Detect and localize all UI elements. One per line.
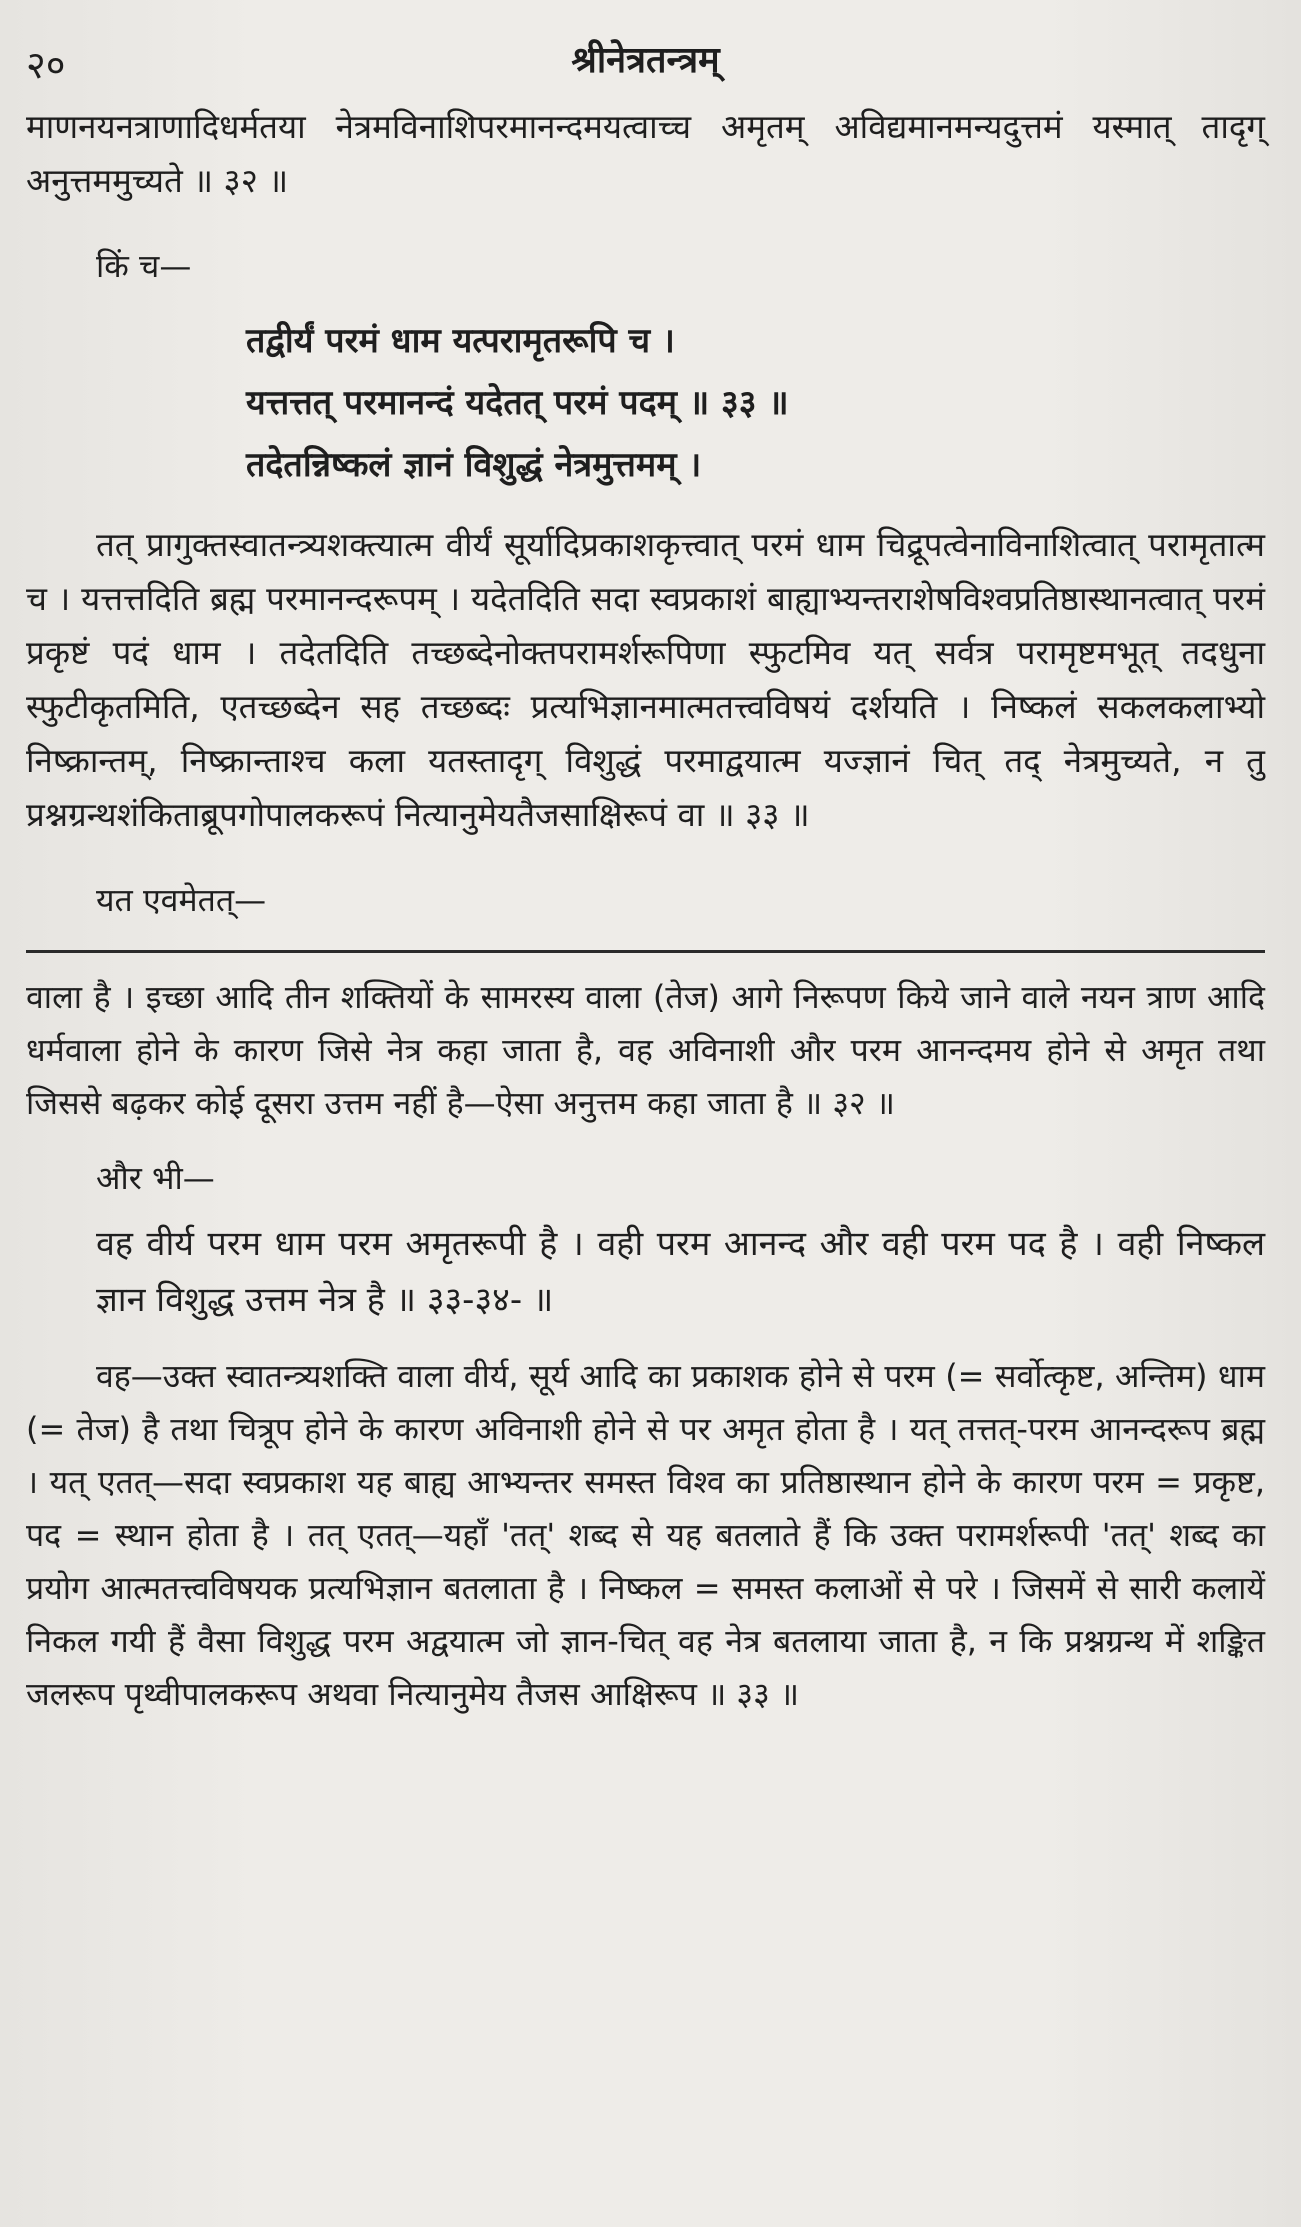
hindi-paragraph-continued: वाला है । इच्छा आदि तीन शक्तियों के सामरस्य वाला (तेज) आगे निरूपण किये जाने वाले नयन त्राण आदि धर्मवाला होने के कारण जिसे नेत्र कहा जाता है, वह अविनाशी और परम आनन्दमय होने से अमृत तथा जिससे बढ़कर कोई दूसरा उत्तम नहीं है—ऐसा अनुत्तम कहा जाता है ॥ ३२ ॥ — [26, 978, 1265, 1122]
verse-line: तदेतन्निष्कलं ज्ञानं विशुद्धं नेत्रमुत्तमम् । — [246, 445, 702, 485]
hindi-commentary: वह—उक्त स्वातन्त्र्यशक्ति वाला वीर्य, सूर्य आदि का प्रकाशक होने से परम (= सर्वोत्कृष्ट, अन्तिम) धाम (= तेज) है तथा चित्रूप होने के कारण अविनाशी होने से पर अमृत होता है । यत् तत्तत्-परम आनन्दरूप ब्रह्म । यत् एतत्—सदा स्वप्रकाश यह बाह्य आभ्यन्तर समस्त विश्व का प्रतिष्ठास्थान होने के कारण परम = प्रकृष्ट, पद = स्थान होता है । तत् एतत्—यहाँ 'तत्' शब्द से यह बतलाते हैं कि उक्त परामर्शरूपी 'तत्' शब्द का प्रयोग आत्मतत्त्वविषयक प्रत्यभिज्ञान बतलाता है । निष्कल = समस्त कलाओं से परे । जिसमें से सारी कलायें निकल गयी हैं वैसा विशुद्ध परम अद्वयात्म जो ज्ञान-चित् वह नेत्र बतलाया जाता है, न कि प्रश्नग्रन्थ में शङ्कित जलरूप पृथ्वीपालकरूप अथवा नित्यानुमेय तैजस आक्षिरूप ॥ ३३ ॥ — [26, 1357, 1265, 1713]
sanskrit-verse — [26, 310, 1265, 496]
sanskrit-intro: किं च— — [96, 247, 192, 285]
section-divider — [26, 950, 1265, 953]
sanskrit-commentary: तत् प्रागुक्तस्वातन्त्र्यशक्त्यात्म वीर्यं सूर्यादिप्रकाशकृत्त्वात् परमं धाम चिद्रूपत्वेनाविनाशित्वात् परामृतात्म च । यत्तत्तदिति ब्रह्म परमानन्दरूपम् । यदेतदिति सदा स्वप्रकाशं बाह्याभ्यन्तराशेषविश्वप्रतिष्ठास्थानत्वात् परमं प्रकृष्टं पदं धाम । तदेतदिति तच्छब्देनोक्तपरामर्शरूपिणा स्फुटमिव यत् सर्वत्र परामृष्टमभूत् तदधुना स्फुटीकृतमिति, एतच्छब्देन सह तच्छब्दः प्रत्यभिज्ञानमात्मतत्त्वविषयं दर्शयति । निष्कलं सकलकलाभ्यो निष्क्रान्तम्, निष्क्रान्ताश्च कला यतस्तादृग् विशुद्धं परमाद्वयात्म यज्ज्ञानं चित् तद् नेत्रमुच्यते, न तु प्रश्नग्रन्थशंकिताब्रूपगोपालकरूपं नित्यानुमेयतैजसाक्षिरूपं वा ॥ ३३ ॥ — [26, 525, 1265, 834]
hindi-verse-translation: वह वीर्य परम धाम परम अमृतरूपी है । वही परम आनन्द और वही परम पद है । वही निष्कल ज्ञान विशुद्ध उत्तम नेत्र है ॥ ३३-३४- ॥ — [96, 1224, 1265, 1320]
hindi-intro: और भी— — [96, 1159, 215, 1197]
sanskrit-paragraph-continued: माणनयनत्राणादिधर्मतया नेत्रमविनाशिपरमानन्दमयत्वाच्च अमृतम् अविद्यमानमन्यदुत्तमं यस्मात् तादृग् अनुत्तममुच्यते ॥ ३२ ॥ — [26, 107, 1265, 200]
sanskrit-intro: यत एवमेतत्— — [96, 881, 267, 919]
page-number: २० — [26, 43, 66, 87]
page-header — [26, 30, 1265, 100]
verse-line: तद्वीर्यं परमं धाम यत्परामृतरूपि च । — [246, 321, 675, 361]
running-title: श्रीनेत्रतन्त्रम् — [571, 40, 720, 81]
verse-line: यत्तत्तत् परमानन्दं यदेतत् परमं पदम् ॥ ३३ ॥ — [246, 383, 789, 423]
